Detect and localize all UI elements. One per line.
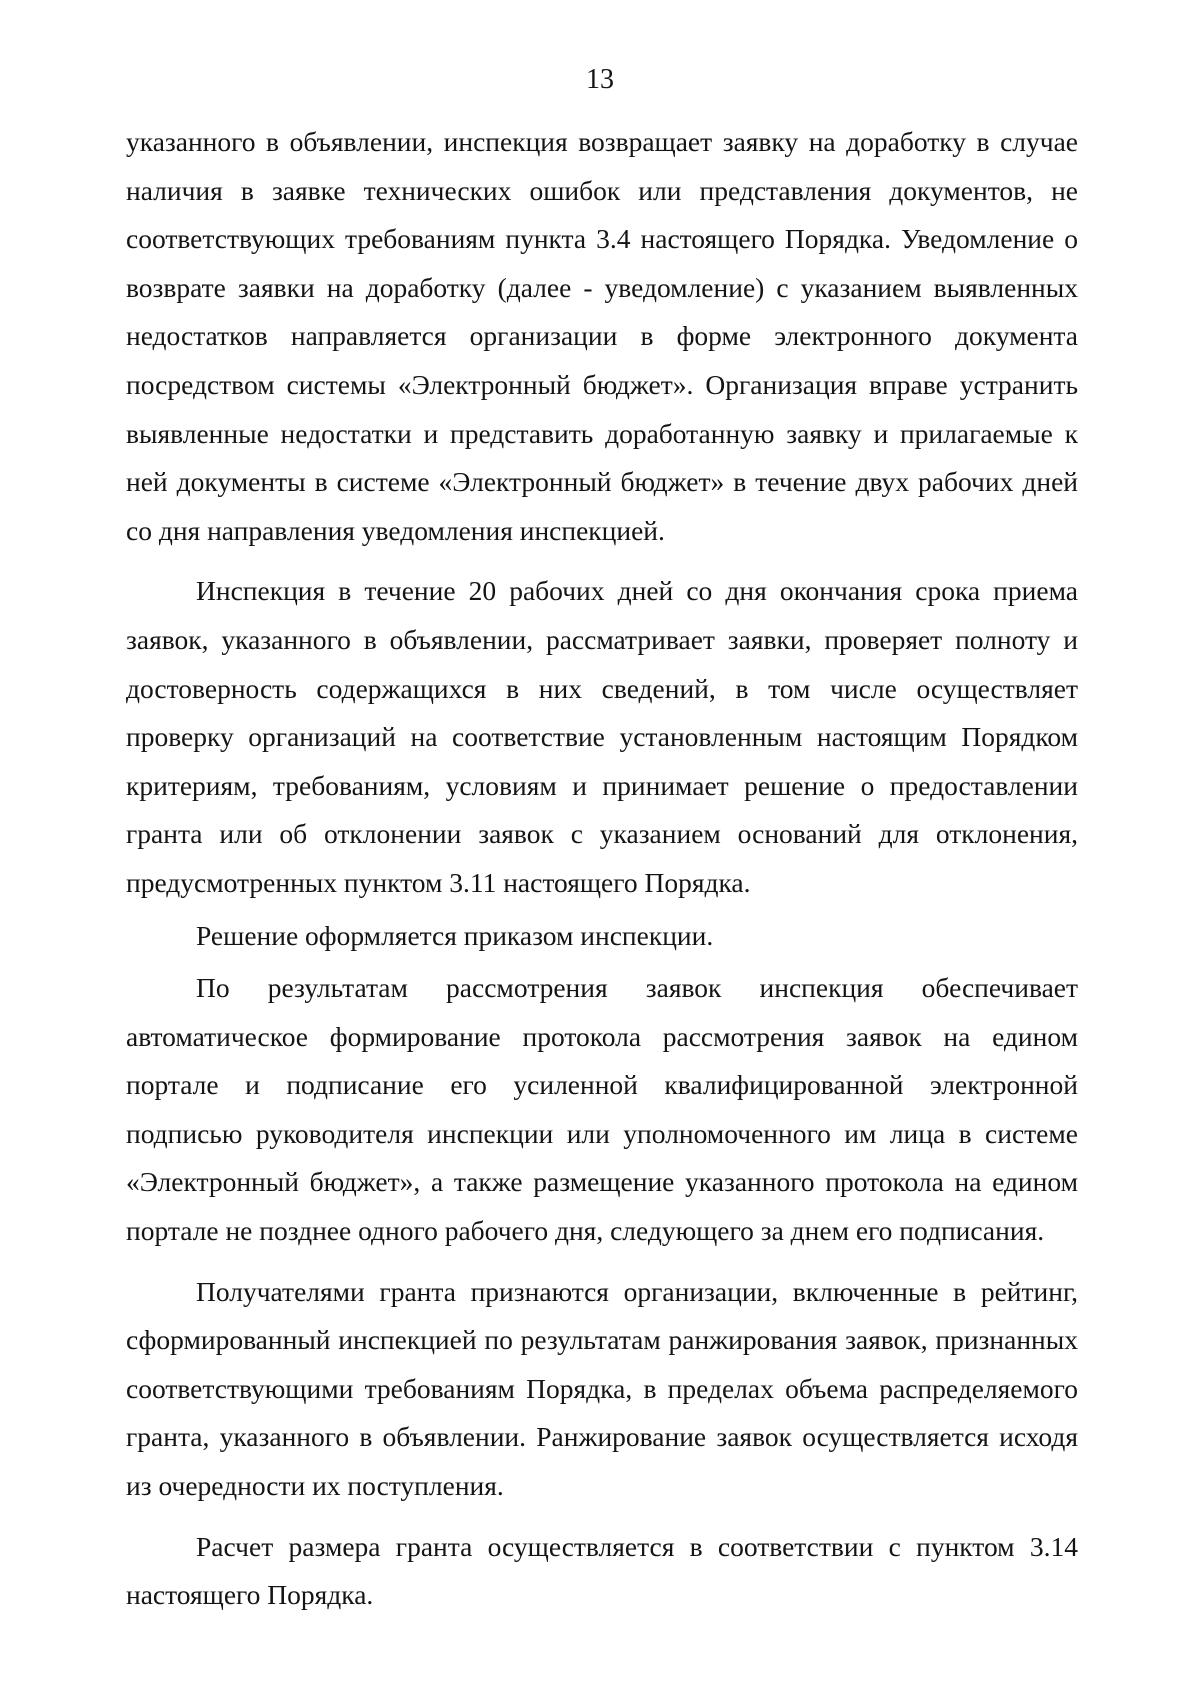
paragraph-decision: Решение оформляется приказом инспекции.: [196, 919, 714, 951]
paragraph-grant-calculation: Расчет размера гранта осуществляется в соответствии с пунктом 3.14 настоящего Порядка.: [126, 1530, 1078, 1611]
paragraph-protocol: По результатам рассмотрения заявок инспекция обеспечивает автоматическое формирование протокола рассмотрения заявок на едином портале и подписание его усиленной квалифицированной электронной подписью руководителя инспекции или уполномоченного им лица в системе «Электронный бюджет», а также размещение указанного протокола на едином портале не позднее одного рабочего дня, следующего за днем его подписания.: [126, 972, 1078, 1247]
paragraph-review-period: Инспекция в течение 20 рабочих дней со дня окончания срока приема заявок, указанного в объявлении, рассматривает заявки, проверяет полноту и достоверность содержащихся в них сведений, в том числе осуществляет проверку организаций на соответствие установленным настоящим Порядком критериям, требованиям, условиям и принимает решение о предоставлении гранта или об отклонении заявок с указанием оснований для отклонения, предусмотренных пунктом 3.11 настоящего Порядка.: [126, 575, 1078, 898]
paragraph-recipients: Получателями гранта признаются организации, включенные в рейтинг, сформированный инспекцией по результатам ранжирования заявок, признанных соответствующими требованиям Порядка, в пределах объема распределяемого гранта, указанного в объявлении. Ранжирование заявок осуществляется исходя из очередности их поступления.: [126, 1275, 1078, 1502]
document-body: [126, 118, 1078, 1620]
paragraph-continuation: указанного в объявлении, инспекция возвращает заявку на доработку в случае наличия в заявке технических ошибок или представления документов, не соответствующих требованиям пункта 3.4 настоящего Порядка. Уведомление о возврате заявки на доработку (далее - уведомление) с указанием выявленных недостатков направляется организации в форме электронного документа посредством системы «Электронный бюджет». Организация вправе устранить выявленные недостатки и представить доработанную заявку и прилагаемые к ней документы в системе «Электронный бюджет» в течение двух рабочих дней со дня направления уведомления инспекцией.: [126, 126, 1078, 546]
page-number: 13: [586, 64, 614, 95]
